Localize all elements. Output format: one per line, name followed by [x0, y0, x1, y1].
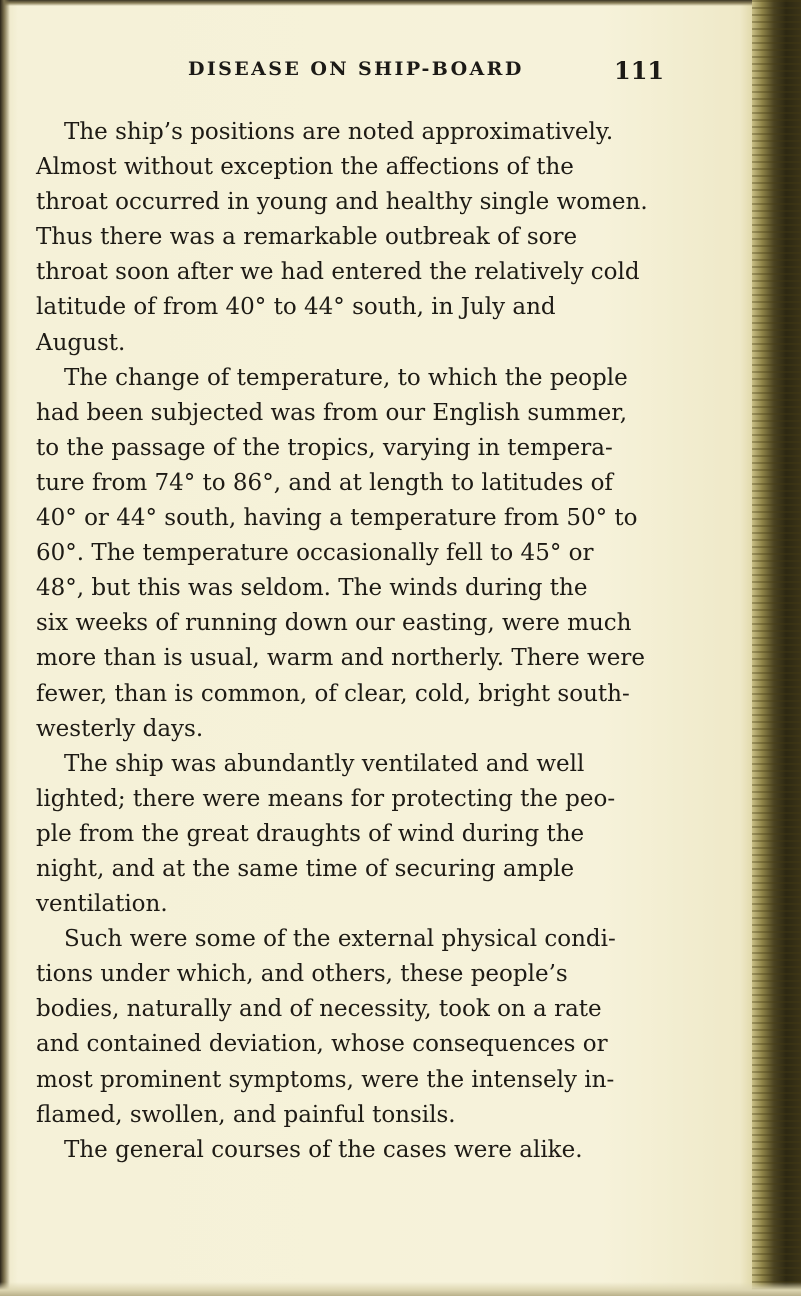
text-line: Almost without exception the affections of the [36, 154, 574, 181]
text-line: throat occurred in young and healthy single women. [36, 189, 648, 216]
page-number: 111 [614, 56, 665, 85]
text-line: Thus there was a remarkable outbreak of sore [36, 224, 578, 251]
text-line: The change of temperature, to which the people [64, 364, 628, 391]
text-line: more than is usual, warm and northerly. There were [36, 645, 645, 672]
page-left-edge [0, 0, 10, 1296]
text-line: six weeks of running down our easting, were much [36, 610, 632, 637]
text-line: fewer, than is common, of clear, cold, bright south- [36, 680, 630, 707]
text-line: August. [36, 329, 126, 356]
text-line: westerly days. [36, 715, 204, 742]
text-line: The general courses of the cases were alike. [64, 1136, 583, 1163]
text-line: flamed, swollen, and painful tonsils. [36, 1101, 456, 1128]
page-header [0, 56, 801, 96]
text-line: ple from the great draughts of wind during the [36, 820, 585, 847]
text-line: The ship was abundantly ventilated and well [64, 750, 585, 777]
page-top-edge [0, 0, 801, 6]
text-line: latitude of from 40° to 44° south, in July and [36, 294, 556, 321]
text-line: bodies, naturally and of necessity, took on a rate [36, 996, 602, 1023]
text-line: tions under which, and others, these people’s [36, 961, 568, 988]
text-line: 60°. The temperature occasionally fell to 45° or [36, 540, 594, 567]
body-text [36, 115, 672, 1168]
text-line: most prominent symptoms, were the intensely in- [36, 1066, 615, 1093]
text-line: and contained deviation, whose consequences or [36, 1031, 608, 1058]
text-line: to the passage of the tropics, varying in tempera- [36, 434, 613, 461]
text-line: night, and at the same time of securing ample [36, 855, 575, 882]
text-line: ventilation. [36, 891, 168, 918]
text-line: throat soon after we had entered the relatively cold [36, 259, 640, 286]
text-line: 40° or 44° south, having a temperature from 50° to [36, 505, 638, 532]
running-title: DISEASE ON SHIP-BOARD [188, 58, 524, 80]
text-line: 48°, but this was seldom. The winds during the [36, 575, 588, 602]
book-spine [752, 0, 801, 1296]
text-line: lighted; there were means for protecting the peo- [36, 785, 616, 812]
text-line: had been subjected was from our English summer, [36, 399, 628, 426]
page-bottom-edge [0, 1282, 801, 1296]
text-line: ture from 74° to 86°, and at length to latitudes of [36, 469, 613, 496]
text-line: The ship’s positions are noted approximatively. [64, 119, 614, 145]
text-line: Such were some of the external physical condi- [64, 926, 616, 953]
